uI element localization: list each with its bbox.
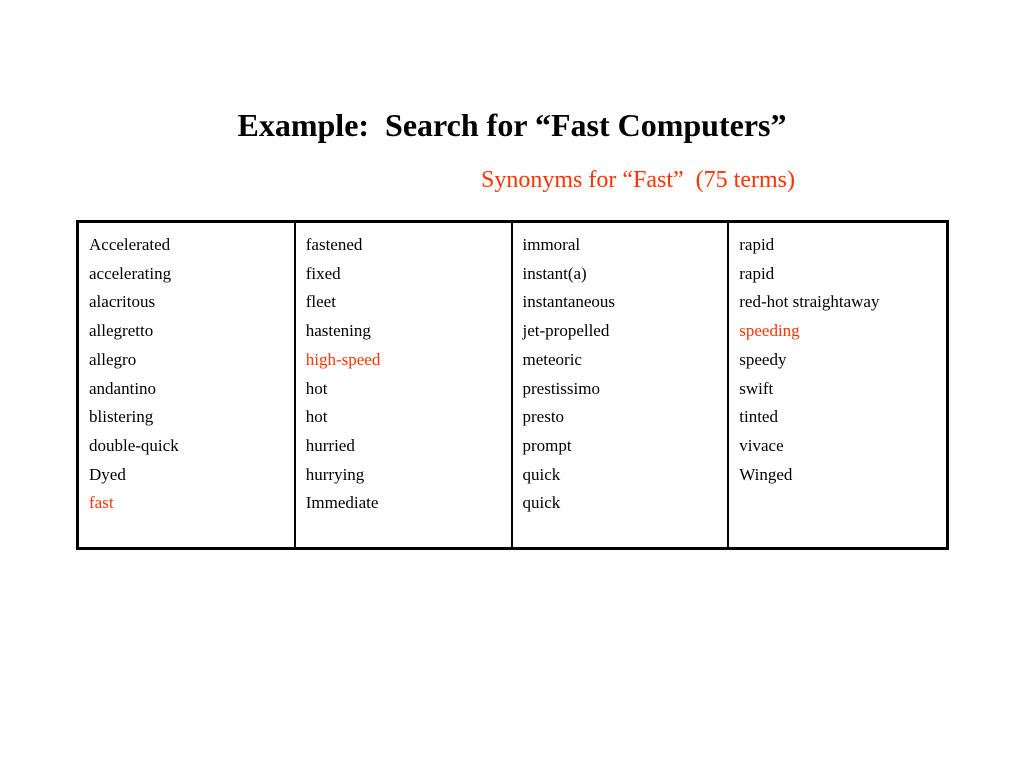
term: allegretto xyxy=(89,321,154,341)
term: andantino xyxy=(89,378,157,398)
term: instantaneous xyxy=(522,292,616,312)
term: quick xyxy=(522,464,561,484)
term: jet-propelled xyxy=(522,321,610,341)
term: instant(a) xyxy=(522,263,587,283)
term: tinted xyxy=(739,407,778,427)
term: vivace xyxy=(739,435,784,455)
term: hurrying xyxy=(305,464,365,484)
term: presto xyxy=(522,407,565,427)
term: prompt xyxy=(522,435,572,455)
slide-title: Example: Search for “Fast Computers” xyxy=(237,107,787,143)
term: quick xyxy=(522,493,561,513)
term: rapid xyxy=(739,235,775,254)
term: double-quick xyxy=(89,435,179,455)
term: Dyed xyxy=(89,464,126,484)
table-column-1 xyxy=(79,223,296,547)
term: prestissimo xyxy=(522,378,600,398)
term: hot xyxy=(305,407,328,427)
term: red-hot straightaway xyxy=(739,292,880,312)
term: Accelerated xyxy=(89,235,171,254)
term: fastened xyxy=(305,235,363,254)
term: hastening xyxy=(305,321,371,341)
term: speedy xyxy=(739,349,787,369)
term: swift xyxy=(739,378,774,398)
term: immoral xyxy=(522,235,581,254)
term: meteoric xyxy=(522,349,582,369)
highlighted-term: high-speed xyxy=(305,349,381,369)
highlighted-term: fast xyxy=(89,493,114,513)
term: rapid xyxy=(739,263,775,283)
term: accelerating xyxy=(89,263,172,283)
term: Winged xyxy=(739,464,793,484)
term: blistering xyxy=(89,407,154,427)
term: allegro xyxy=(89,349,137,369)
synonyms-table xyxy=(76,220,949,550)
table-column-4 xyxy=(729,223,946,547)
term: alacritous xyxy=(89,292,156,312)
term: fleet xyxy=(305,292,336,312)
term: Immediate xyxy=(305,493,379,513)
highlighted-term: speeding xyxy=(739,321,800,341)
term: hot xyxy=(305,378,328,398)
table-column-2 xyxy=(296,223,513,547)
term: fixed xyxy=(305,263,341,283)
term: hurried xyxy=(305,435,355,455)
table-column-3 xyxy=(513,223,730,547)
slide-subtitle: Synonyms for “Fast” (75 terms) xyxy=(481,167,795,193)
